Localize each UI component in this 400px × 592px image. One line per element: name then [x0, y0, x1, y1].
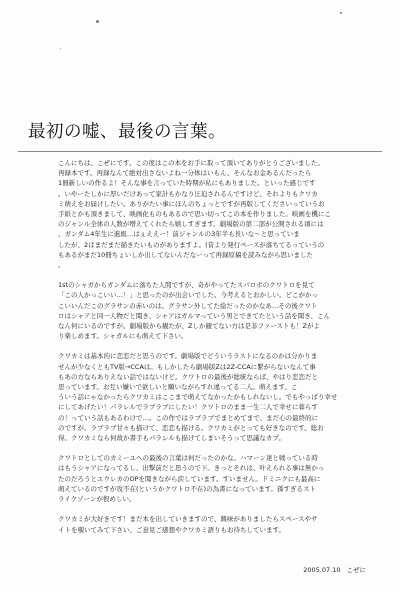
text-line: のジャンル全体の人数が増えてくれたら嬉しすぎます。劇場版の第二部が公開される頃には	[58, 220, 324, 229]
text-line: ういう話にゃなかったらクワカミはここまで萌えてなかったかもしれないし。でもやっぱり幸せ	[58, 393, 338, 402]
text-line: イトを覗いてみて下さい。ご意見ご感想やクワカミ語りもお待ちしています。	[58, 525, 285, 534]
scan-speck	[340, 12, 342, 14]
body-text	[58, 158, 376, 545]
text-line: クワカミは基本的に恋恋だと思うのです。劇場版でどういうラストになるのかは分かりま	[58, 352, 318, 361]
text-line: 1冊新しいの作るよ！そんな事を言っていた時期が私にもありました。といった感じです	[58, 179, 316, 188]
text-line: クワカミが大好きです！まだ本を出していきますので、興味がありましたらスペースやサ	[58, 515, 318, 524]
text-line: 。いやーたしかに厚いだけあって家計もかなり圧迫されるんですけど、それよりもクワカ	[58, 189, 318, 198]
text-line: 思っています。お互い嫌いで欲しいと願いながらすれ違ってる二人。萌えます。こ	[58, 383, 298, 392]
text-line: 。	[58, 261, 65, 270]
text-line: したが、2はまだまだ描きたいものがありますよ。(昔より発行ペースが落ちてるっていうの	[58, 240, 325, 249]
text-line: もあの方ならありえない話ではないけど。クワトロの最後が総統ならば、やはり恋恋だと	[58, 372, 318, 381]
text-line: 得。クワカミなら何故か書手もパラレルも描けてしまいそうって思議なカプ。	[58, 434, 285, 443]
text-line: ロはシャアと同一人物だと聞き、シャアはガルマっていう男とできてたという話を聞き、こん	[58, 311, 330, 320]
text-line: にしてあげたい！パラレルでラブラブにしたい！クワトロのまま一生二人で幸せに暮らす	[58, 403, 318, 412]
scan-speck	[96, 20, 99, 23]
signature	[303, 565, 366, 574]
text-line: こいいんだこのグラサンの赤いのは。グラサン外してた絵だったのかなあ…その後クワト	[58, 301, 318, 310]
paragraph	[58, 280, 376, 341]
text-line: の！っていう話もあるわけで…。この作ではラブラブでまとめてまで、まだ心の最終的に	[58, 413, 319, 422]
paragraph	[58, 351, 376, 443]
text-line: 「この人かっこいい…！」と思ったのが出会いでした。今考えるとおかしい。どこがかっ	[58, 291, 318, 300]
signature-name: こぜに	[346, 566, 366, 574]
text-line: 、ガンダム4年生に進級…はぇええー！前ジャンルの3年半も長いな～と思っていま	[58, 230, 300, 239]
text-line: り楽しめます。シャガルにも萌えて下さい。	[58, 332, 188, 341]
text-line: こんにちは、こぜにです。この度はこの本をお手に取って頂いてありがとうございました。	[58, 159, 324, 167]
signature-date: 2005.07.10	[303, 566, 341, 574]
paragraph	[58, 158, 376, 270]
text-line: 再録本です。再録なんて絶対出さないよね一分体はいもん、そんなお金あるんだったら	[58, 169, 312, 178]
text-line: もあるがまだ10冊ちょいしか出してないんだなーって再録原稿を読みながら思いました	[58, 250, 314, 259]
paragraph	[58, 514, 376, 534]
text-line: 1stのシャガからガンダムに落ちた人間ですが、奇がやってたスパロボのクワトロを見て	[58, 281, 315, 290]
text-line: ミ萌えをお届けしたい。ありがたい事にほんのちょっとですが再版してくださいっていうお	[58, 199, 325, 208]
paragraph	[58, 453, 376, 504]
text-line: なん何にいるのですが。劇場版から観たが、Zしか観てない方は是非ファーストも！Zがよ	[58, 322, 320, 331]
page-title: 最初の嘘、最後の言葉。	[28, 122, 226, 142]
text-line: のですが。ラブラブ甘々も描けて、恋恋も描ける。クワカミがとっても好きなのです。総お	[58, 423, 324, 432]
text-line: 萌えているのですが攻不在(というかクワトロ不在)の為書になっています。孫すぎるスト	[58, 484, 317, 493]
text-line: 手紙とかも頂きまして、映画化ものもあるので思い切ってこの本を作りました。映画を機にこ	[58, 210, 331, 219]
text-line: たのだろうとエウレカのOPを聞きながら涙しています。すいません。ドミニクにも最高に	[58, 474, 321, 483]
text-line: クワトロとしてのカミーユへの最後の言葉は何だったのかな。ハマーン達と戦っている時	[58, 454, 318, 463]
title-underline	[18, 151, 382, 152]
text-line: はもうシャアになってるし、出撃前だと思うので下。きっとそれは、叶えられる事は無かっ	[58, 464, 325, 473]
scan-speck	[60, 48, 61, 49]
text-line: ライクゾーンが恨めしい。	[58, 495, 136, 504]
text-line: せんが少なくともTV版→CCAは。もしかしたら劇場版Zは2Z-CCAに繋がらないなんて事	[58, 362, 316, 371]
